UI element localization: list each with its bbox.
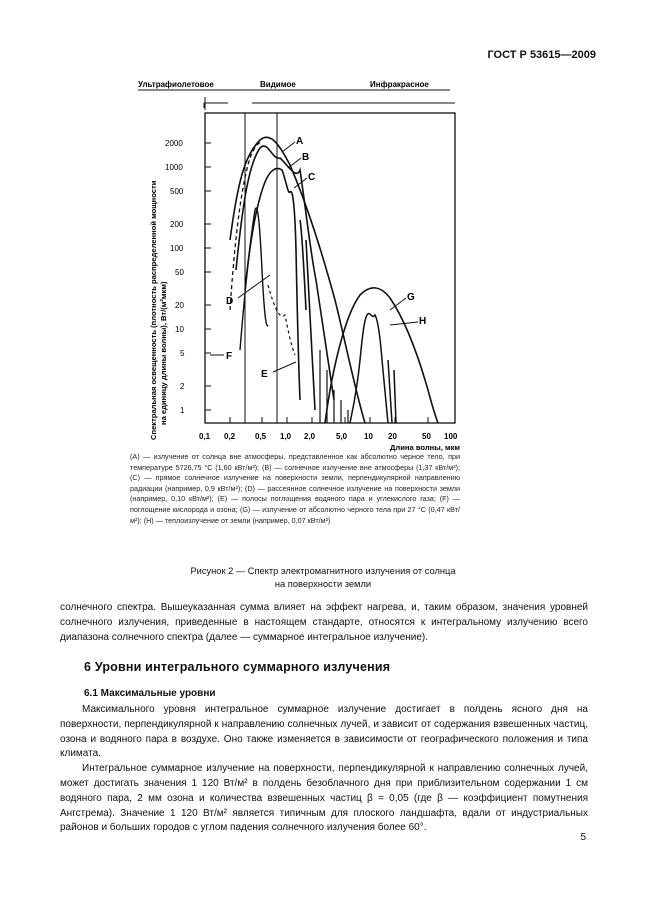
x-tick-label: 0,5 (255, 432, 267, 441)
y-tick-label: 100 (170, 244, 184, 253)
y-tick-label: 1000 (165, 163, 183, 172)
section-body (60, 703, 588, 836)
intro-paragraph-block (60, 601, 588, 645)
curve-label-b: B (302, 152, 310, 163)
band-label-ir: Инфракрасное (370, 80, 429, 89)
legend-text: (A) — излучение от солнца вне атмосферы, представленное как абсолютно черное тело, при температуре 5726,75 °С (1,60 кВт/м²); (B) — солнечное излучение вне атмосферы (1,37 кВт/м²); (C) — прямое солнечное излучение на поверхности земли, перпендикулярной направлению радиации (например, 0,9 кВт/м²); (D) — рассеянное солнечное излучение на поверхности земли (например, 0,10 кВт/м²); (E) — полосы поглощения водяного пара и углекислого газа; (F) — поглощение кислорода и озона; (G) — излучение от абсолютно черного тела при 27 °С (0,47 кВт/м²); (H) — теплоизлучение от земли (например, 0,07 кВт/м²) (130, 452, 460, 525)
page-number: 5 (580, 832, 586, 843)
spectrum-figure (120, 70, 480, 460)
y-tick-label: 50 (175, 268, 184, 277)
curve-label-c: C (308, 172, 316, 183)
paragraph-1: Максимального уровня интегральное суммарное излучение достигает в полдень ясного дня на поверхности, перпендикулярной к направлению солнечных лучей, и зависит от содержания взвешенных частиц, озона и водяного пара в воздухе. Оно также изменяется в зависимости от географического положения и типа климата. (60, 704, 588, 760)
caption-line1: Рисунок 2 — Спектр электромагнитного излучения от солнца (190, 566, 456, 576)
y-tick-label: 2000 (165, 139, 183, 148)
y-tick-label: 1 (180, 406, 185, 415)
section-heading: 6 Уровни интегрального суммарного излучения (84, 660, 391, 674)
curve-e-lines (320, 350, 348, 423)
x-tick-label: 50 (422, 432, 431, 441)
curve-label-a: A (296, 136, 304, 147)
curve-b (236, 146, 334, 400)
curve-a (230, 137, 365, 423)
x-tick-label: 100 (444, 432, 458, 441)
band-label-uv: Ультрафиолетовое (138, 80, 214, 89)
curve-h (350, 314, 396, 423)
x-tick-label: 5,0 (336, 432, 348, 441)
curve-label-h: H (419, 316, 427, 327)
curve-label-e: E (261, 369, 268, 380)
y-tick-label: 2 (180, 382, 185, 391)
x-tick-label: 1,0 (280, 432, 292, 441)
paragraph-2: Интегральное суммарное излучение на поверхности, перпендикулярной к направлению солнечных лучей, может достигать значения 1 120 Вт/м² в полдень безоблачного дня при приблизительном содержании 1 см водяного пара, 2 мм озона и количества взвешенных частиц β = 0,05 (где β — коэффициент помутнения Ангстрема). Значение 1 120 Вт/м² является типичным для плоского ландшафта, вдали от индустриальных районов и больших городов с углом падения солнечного излучения более 60°. (60, 763, 588, 834)
y-tick-label: 500 (170, 187, 184, 196)
subsection-heading: 6.1 Максимальные уровни (84, 688, 216, 699)
y-axis-label-line1: Спектральная освещенность (плотность распределенной мощности (149, 180, 158, 440)
band-label-visible: Видимое (260, 80, 296, 89)
x-axis-ticks (199, 417, 458, 441)
curve-d-dashed (268, 285, 295, 355)
y-tick-label: 200 (170, 220, 184, 229)
x-tick-label: 0,2 (224, 432, 236, 441)
curve-label-f: F (226, 351, 233, 362)
y-tick-label: 20 (175, 301, 184, 310)
y-axis-label-line2: на единицу длины волны), Вт/(м²мкм) (159, 281, 168, 425)
spectrum-chart (120, 70, 480, 460)
standard-header: ГОСТ Р 53615—2009 (487, 49, 596, 61)
y-tick-label: 5 (180, 349, 185, 358)
x-tick-label: 0,1 (199, 432, 211, 441)
curve-label-g: G (407, 292, 415, 303)
y-axis-ticks (165, 139, 211, 415)
figure-legend (130, 452, 460, 526)
caption-line2: на поверхности земли (274, 579, 372, 589)
y-tick-label: 10 (175, 325, 184, 334)
x-tick-label: 2,0 (304, 432, 316, 441)
figure-caption (130, 565, 516, 591)
curve-label-d: D (226, 296, 234, 307)
intro-paragraph: солнечного спектра. Вышеуказанная сумма влияет на эффект нагрева, и, таким образом, значения уровней солнечного излучения, приведенные в настоящем стандарте, относятся к интегральному излучению всего диапазона солнечного спектра (далее — суммарное интегральное излучение). (60, 602, 588, 643)
x-tick-label: 20 (388, 432, 397, 441)
x-axis-label: Длина волны, мкм (390, 443, 460, 452)
x-tick-label: 10 (364, 432, 373, 441)
